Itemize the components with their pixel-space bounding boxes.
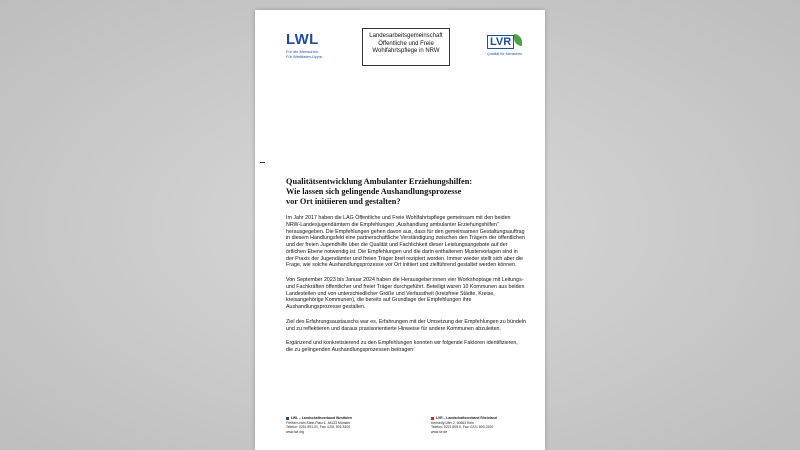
lvr-leaf-icon bbox=[514, 34, 522, 46]
lwl-bullet-icon bbox=[286, 417, 289, 420]
title-line-2: Wie lassen sich gelingende Aushandlungsprozesse bbox=[286, 187, 462, 196]
footer-lwl-address: Freiherr-vom-Stein-Platz 1, 48133 Münster bbox=[286, 420, 351, 425]
footer-lvr-phone: Telefon: 0221 809-0, Fax: 0221 809-2200 bbox=[431, 425, 494, 430]
lag-line-2: Öffentliche und Freie bbox=[378, 40, 434, 47]
footer-lwl-web: www.lwl.org bbox=[286, 429, 304, 434]
lag-header-box bbox=[362, 28, 450, 66]
title-line-3: vor Ort initiieren und gestalten? bbox=[286, 197, 401, 206]
lvr-logo bbox=[487, 32, 522, 56]
footer-lvr-org: LVR – Landschaftsverband Rheinland bbox=[436, 416, 497, 420]
body-paragraph-4: Ergänzend und konkretisierend zu den Empfehlungen konnten wir folgende Faktoren identifizieren, die zu gelingenden Aushandlungsprozessen beitragen: bbox=[286, 340, 518, 353]
footer-lvr-address: Kennedy-Ufer 2, 50663 Köln bbox=[431, 420, 474, 425]
footer-lwl-org-row bbox=[286, 416, 352, 421]
lvr-logo-box bbox=[487, 35, 514, 49]
lag-line-1: Landesarbeitsgemeinschaft bbox=[369, 33, 443, 39]
footer-lwl-org: LWL – Landschaftsverband Westfalen bbox=[291, 416, 352, 420]
fold-mark bbox=[260, 162, 265, 163]
lag-line-3: Wohlfahrtspflege in NRW bbox=[372, 48, 440, 54]
document-page bbox=[255, 10, 545, 450]
body-paragraph-3: Ziel des Erfahrungsaustauschs war es, Erfahrungen mit der Umsetzung der Empfehlungen zu bündeln und zu reflektieren und daraus praxisorientierte Hinweise für andere Kommunen abzuleiten. bbox=[286, 318, 526, 332]
lwl-tagline-1: Für die Menschen. bbox=[286, 49, 320, 54]
footer-lvr bbox=[431, 416, 497, 434]
document-body bbox=[286, 215, 526, 362]
lvr-bullet-icon bbox=[431, 417, 434, 420]
lwl-logo-mark: LWL bbox=[286, 31, 319, 48]
lwl-logo bbox=[286, 31, 323, 59]
lwl-tagline-2: Für Westfalen-Lippe. bbox=[286, 54, 324, 59]
body-paragraph-2: Von September 2023 bis Januar 2024 haben die Herausgeber:innen vier Workshoptage mit Leitungs- und Fachkräften öffentlicher und freier Träger durchgeführt. Beteiligt waren 10 Kommunen aus beiden Landesteilen und von unterschiedlicher Größe und Verfasstheit (kreisfreie Städte, Kreise, kreisangehörige Kommunen), die bereits auf Grundlage der Empfehlungen ihre Aushandlungsprozesse gestalten. bbox=[286, 277, 525, 310]
footer-lvr-org-row bbox=[431, 416, 497, 421]
title-line-1: Qualitätsentwicklung Ambulanter Erziehungshilfen: bbox=[286, 177, 473, 186]
footer-lwl bbox=[286, 416, 352, 434]
footer-lwl-phone: Telefon: 0251 591-01, Fax: 0251 591-3300 bbox=[286, 425, 351, 430]
footer-lvr-web: www.lvr.de bbox=[431, 429, 448, 434]
body-paragraph-1: Im Jahr 2017 haben die LAG Öffentliche und Freie Wohlfahrtspflege gemeinsam mit den beiden NRW-Landesjugendämtern die Empfehlungen „Aushandlung ambulanter Erziehungshilfen" herausgegeben. Die Empfehlungen gehen davon aus, dass für den gemeinsamen Gestaltungsauftrag in diesem Handlungsfeld eine partnerschaftliche Verständigung zwischen den Trägern der öffentlichen und der freien Jugendhilfe über die Qualität und Fachlichkeit dieser Leistungsangebote auf der örtlichen Ebene notwendig ist. Die Empfehlungen und die darin enthaltenen Mustervorlagen sind in der Praxis der Jugendämter und freien Träger breit rezipiert worden. Immer wieder stellt sich aber die Frage, wie solche Aushandlungsprozesse vor Ort initiiert und zielführend gestaltet werden können. bbox=[286, 215, 526, 269]
document-title bbox=[286, 177, 526, 207]
lvr-tagline: Qualität für Menschen bbox=[487, 52, 523, 56]
lvr-logo-mark: LVR bbox=[490, 36, 512, 48]
